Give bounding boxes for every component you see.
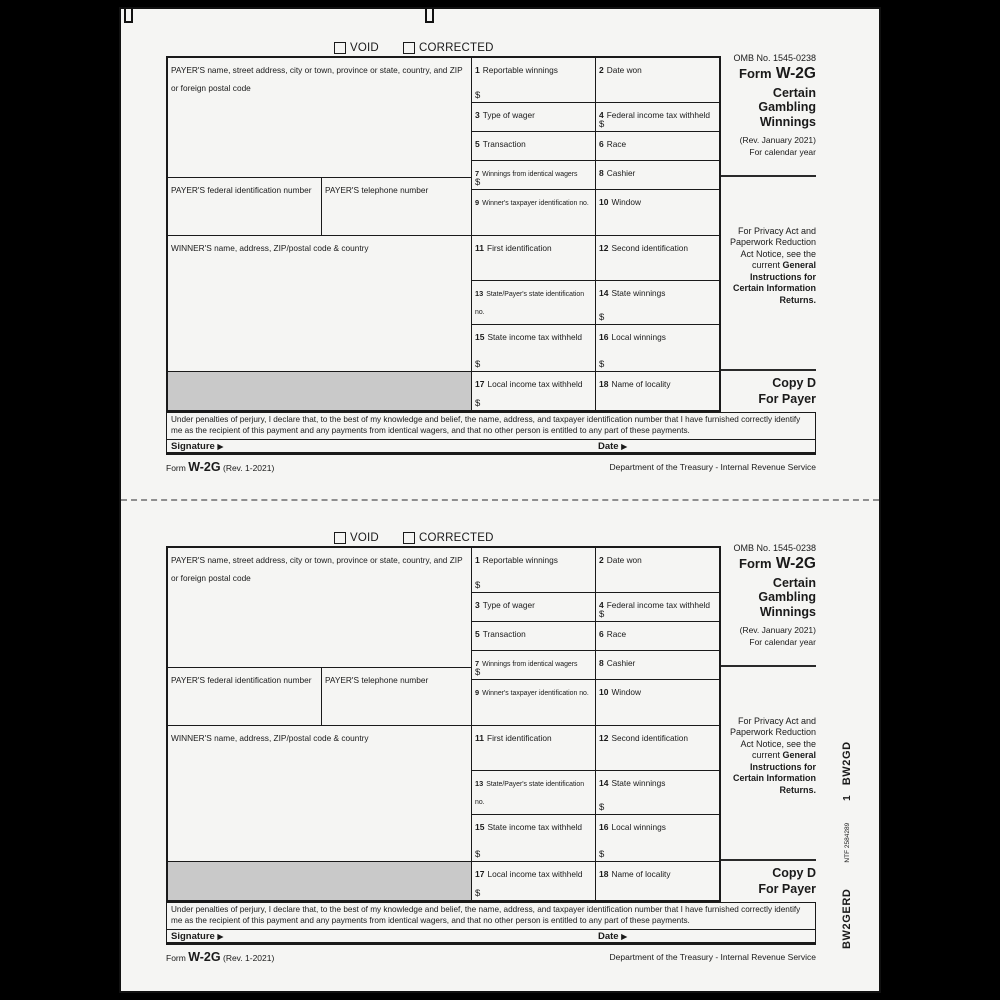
void-checkbox-group [334,42,379,54]
payer-name-cell [168,58,471,177]
copy-designation [722,866,816,897]
form-footer [166,948,816,964]
box-14-state-winnings: 14 State winnings $ [595,770,719,814]
payer-telephone-cell [321,177,471,235]
signature-arrow-icon: ▶ [217,932,224,941]
form-copy-1 [166,42,818,474]
box-9-winner-taxpayer-id: 9 Winner's taxpayer identification no. [471,679,595,725]
w2g-form [166,532,816,964]
box-15-state-income-tax-withheld: 15 State income tax withheld $ [471,814,595,861]
corrected-label: CORRECTED [419,42,494,54]
revision-date: (Rev. January 2021) [739,624,816,635]
alignment-notch [425,7,434,23]
box-1-reportable-winnings: 1 Reportable winnings $ [471,58,595,102]
box-11-first-identification: 11 First identification [471,235,595,280]
payer-federal-id-label: PAYER'S federal identification number [171,675,312,685]
copy-line-2: For Payer [758,391,816,406]
footer-revision: (Rev. 1-2021) [222,463,275,473]
winner-name-cell [168,725,471,861]
perforation-line [121,499,879,501]
footer-form-id: Form W-2G (Rev. 1-2021) [166,460,275,474]
right-column-divider [721,665,816,667]
shaded-cell [168,861,471,900]
box-17-local-income-tax-withheld: 17 Local income tax withheld $ [471,371,595,410]
signature-label: Signature ▶ [171,441,224,452]
form-header-block [722,53,816,157]
box-12-second-identification: 12 Second identification [595,725,719,770]
dollar-sign: $ [475,90,481,101]
dollar-sign: $ [599,849,605,860]
form-header-block [722,543,816,647]
box-8-cashier: 8 Cashier [595,160,719,189]
box-18-name-of-locality: 18 Name of locality [595,861,719,900]
payer-federal-id-label: PAYER'S federal identification number [171,185,312,195]
box-6-race: 6 Race [595,621,719,650]
perjury-statement: Under penalties of perjury, I declare that, to the best of my knowledge and belief, the name, address, and taxpayer identification number that I have furnished correctly identify me as the recipient of this payment and any payments from identical wagers, and that no other person is entitled to any part of these payments. [171,905,801,925]
void-checkbox-group [334,532,379,544]
copy-line-1: Copy D [772,866,816,880]
signature-arrow-icon: ▶ [217,442,224,451]
copy-line-1: Copy D [772,376,816,390]
corrected-checkbox[interactable] [403,532,415,544]
corrected-checkbox-group [403,532,494,544]
winner-name-label: WINNER'S name, address, ZIP/postal code & country [171,733,369,743]
box-10-window: 10 Window [595,189,719,235]
printer-code-bottom: BW2GERD [841,888,853,949]
revision-date: (Rev. January 2021) [739,134,816,145]
footer-form-id: Form W-2G (Rev. 1-2021) [166,950,275,964]
printer-code-ntf: NTF 2584289 [843,822,851,863]
box-10-window: 10 Window [595,679,719,725]
form-grid [166,56,721,412]
payer-telephone-cell [321,667,471,725]
date-arrow-icon: ▶ [621,932,628,941]
right-column-divider [721,859,816,861]
form-grid [166,546,721,902]
payer-name-label: PAYER'S name, street address, city or town, province or state, country, and ZIP or foreign postal code [171,65,463,93]
box-6-race: 6 Race [595,131,719,160]
dollar-sign: $ [475,580,481,591]
right-column-divider [721,175,816,177]
perjury-statement: Under penalties of perjury, I declare that, to the best of my knowledge and belief, the name, address, and taxpayer identification number that I have furnished correctly identify me as the recipient of this payment and any payments from identical wagers, and that no other person is entitled to any part of these payments. [171,415,801,435]
box-4-federal-income-tax-withheld: 4 Federal income tax withheld $ [595,592,719,621]
void-label: VOID [350,532,379,544]
box-16-local-winnings: 16 Local winnings $ [595,324,719,371]
form-number: W-2G [775,555,816,572]
dollar-sign: $ [475,359,481,370]
void-checkbox[interactable] [334,42,346,54]
box-7-winnings-identical-wagers: 7 Winnings from identical wagers $ [471,650,595,679]
box-9-winner-taxpayer-id: 9 Winner's taxpayer identification no. [471,189,595,235]
signature-label: Signature ▶ [171,931,224,942]
box-3-type-of-wager: 3 Type of wager [471,592,595,621]
box-1-reportable-winnings: 1 Reportable winnings $ [471,548,595,592]
box-16-local-winnings: 16 Local winnings $ [595,814,719,861]
box-4-federal-income-tax-withheld: 4 Federal income tax withheld $ [595,102,719,131]
dollar-sign: $ [599,802,605,813]
omb-number: OMB No. 1545-0238 [733,53,816,63]
corrected-checkbox-group [403,42,494,54]
footer-form-number: W-2G [188,460,221,474]
checkbox-row [166,42,721,56]
calendar-year-label: For calendar year [749,636,816,647]
perjury-statement-box [166,902,816,945]
footer-form-number: W-2G [188,950,221,964]
copy-line-2: For Payer [758,881,816,896]
dollar-sign: $ [475,888,481,899]
footer-revision: (Rev. 1-2021) [222,953,275,963]
dollar-sign: $ [475,177,481,188]
box-5-transaction: 5 Transaction [471,131,595,160]
box-13-state-payer-id: 13 State/Payer's state identification no. [471,280,595,324]
dollar-sign: $ [599,359,605,370]
box-18-name-of-locality: 18 Name of locality [595,371,719,410]
void-checkbox[interactable] [334,532,346,544]
footer-agency: Department of the Treasury - Internal Revenue Service [609,952,816,962]
dollar-sign: $ [475,667,481,678]
payer-name-cell [168,548,471,667]
box-3-type-of-wager: 3 Type of wager [471,102,595,131]
signature-row [167,929,815,942]
alignment-notch [124,7,133,23]
form-number: W-2G [775,65,816,82]
payer-telephone-label: PAYER'S telephone number [325,185,429,195]
box-14-state-winnings: 14 State winnings $ [595,280,719,324]
dollar-sign: $ [599,609,605,620]
payer-name-label: PAYER'S name, street address, city or town, province or state, country, and ZIP or foreign postal code [171,555,463,583]
box-7-winnings-identical-wagers: 7 Winnings from identical wagers $ [471,160,595,189]
date-arrow-icon: ▶ [621,442,628,451]
form-title: Form W-2G [739,65,816,82]
sheet-number: 1 [841,795,853,801]
form-title: Form W-2G [739,555,816,572]
payer-federal-id-cell [168,177,321,235]
privacy-act-notice: For Privacy Act and Paperwork Reduction Act Notice, see the current General Instructions for Certain Information Returns. [729,226,816,305]
box-11-first-identification: 11 First identification [471,725,595,770]
box-5-transaction: 5 Transaction [471,621,595,650]
payer-federal-id-cell [168,667,321,725]
paper-sheet [119,7,881,993]
signature-row [167,439,815,452]
corrected-checkbox[interactable] [403,42,415,54]
form-subtitle: Certain Gambling Winnings [758,86,816,129]
box-8-cashier: 8 Cashier [595,650,719,679]
corrected-label: CORRECTED [419,532,494,544]
dollar-sign: $ [475,849,481,860]
perjury-statement-box [166,412,816,455]
checkbox-row [166,532,721,546]
box-2-date-won: 2 Date won [595,548,719,592]
date-label: Date ▶ [598,931,628,942]
form-subtitle: Certain Gambling Winnings [758,576,816,619]
box-2-date-won: 2 Date won [595,58,719,102]
copy-designation [722,376,816,407]
calendar-year-label: For calendar year [749,146,816,157]
box-12-second-identification: 12 Second identification [595,235,719,280]
date-label: Date ▶ [598,441,628,452]
box-17-local-income-tax-withheld: 17 Local income tax withheld $ [471,861,595,900]
payer-telephone-label: PAYER'S telephone number [325,675,429,685]
shaded-cell [168,371,471,410]
winner-name-label: WINNER'S name, address, ZIP/postal code & country [171,243,369,253]
omb-number: OMB No. 1545-0238 [733,543,816,553]
printer-code-top: BW2GD [841,741,853,786]
form-footer [166,458,816,474]
dollar-sign: $ [599,312,605,323]
footer-agency: Department of the Treasury - Internal Revenue Service [609,462,816,472]
void-label: VOID [350,42,379,54]
form-copy-2 [166,532,818,964]
box-13-state-payer-id: 13 State/Payer's state identification no. [471,770,595,814]
privacy-act-notice: For Privacy Act and Paperwork Reduction Act Notice, see the current General Instructions for Certain Information Returns. [729,716,816,795]
printer-codes [838,741,856,949]
right-column-divider [721,369,816,371]
dollar-sign: $ [475,398,481,409]
box-15-state-income-tax-withheld: 15 State income tax withheld $ [471,324,595,371]
dollar-sign: $ [599,119,605,130]
winner-name-cell [168,235,471,371]
w2g-form [166,42,816,474]
